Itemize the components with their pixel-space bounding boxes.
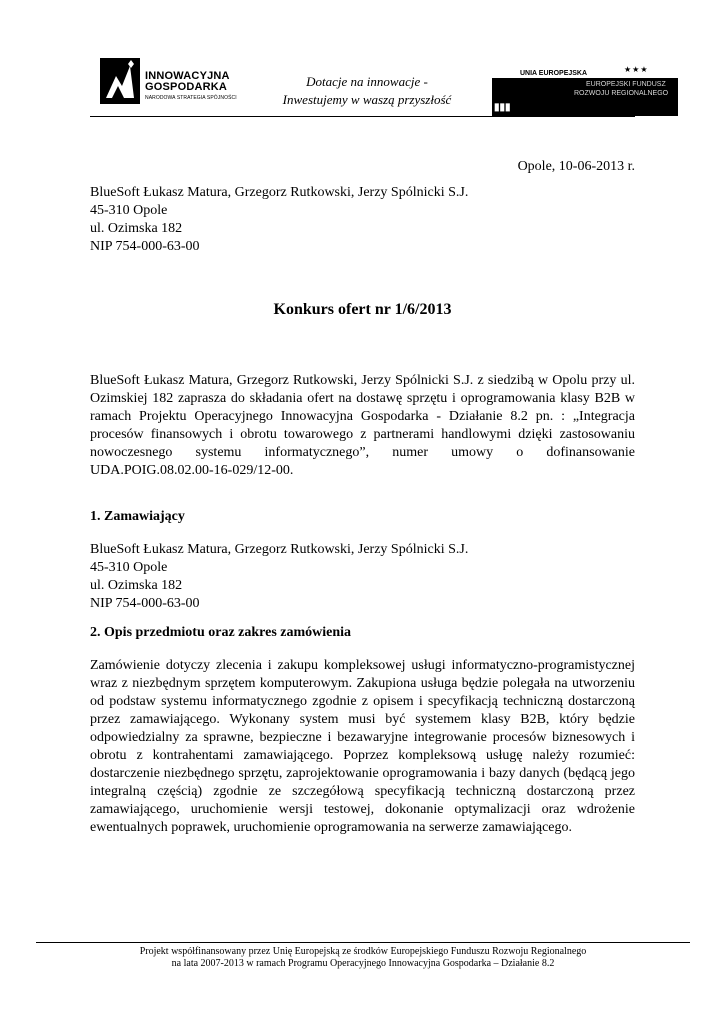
footer xyxy=(36,946,690,970)
address-line: BlueSoft Łukasz Matura, Grzegorz Rutkowski, Jerzy Spólnicki S.J. xyxy=(90,542,469,557)
address-line: NIP 754-000-63-00 xyxy=(90,596,200,611)
footer-line2: na lata 2007-2013 w ramach Programu Operacyjnego Innowacyjna Gospodarka – Działanie 8.2 xyxy=(171,958,555,969)
address-line: ul. Ozimska 182 xyxy=(90,578,183,593)
address-line: BlueSoft Łukasz Matura, Grzegorz Rutkowski, Jerzy Spólnicki S.J. xyxy=(90,185,469,200)
intro-paragraph: BlueSoft Łukasz Matura, Grzegorz Rutkowski, Jerzy Spólnicki S.J. z siedzibą w Opolu przy ul. Ozimskiej 182 zaprasza do składania ofert na dostawę sprzętu i oprogramowania klasy B2B w ramach Projektu Operacyjnego Innowacyjna Gospodarka - Działanie 8.2 pn. : „Integracja procesów finansowych i obrotu towarowego z partnerami handlowymi dzięki zastosowaniu nowoczesnego systemu informatycznego”, numer umowy o dofinansowanie UDA.POIG.08.02.00-16-029/12-00. xyxy=(90,373,635,478)
eu-logo-line2: ROZWOJU REGIONALNEGO xyxy=(574,90,669,97)
header-divider xyxy=(90,116,635,117)
address-line: NIP 754-000-63-00 xyxy=(90,239,200,254)
eu-logo-top: UNIA EUROPEJSKA xyxy=(520,70,588,77)
logo-line1: INNOWACYJNA xyxy=(145,70,230,82)
footer-line1: Projekt współfinansowany przez Unię Europejską ze środków Europejskiego Funduszu Rozwoju Regionalnego xyxy=(139,946,587,957)
section1-address xyxy=(90,541,468,613)
eu-stars-icon: ★★★ xyxy=(624,65,649,74)
document-title: Konkurs ofert nr 1/6/2013 xyxy=(273,301,452,318)
address-line: ul. Ozimska 182 xyxy=(90,221,183,236)
address-line: 45-310 Opole xyxy=(90,560,168,575)
letter-date: Opole, 10-06-2013 r. xyxy=(517,159,635,174)
section2-heading: 2. Opis przedmiotu oraz zakres zamówienia xyxy=(90,625,352,640)
innowacyjna-gospodarka-logo xyxy=(100,58,250,108)
logo-mark-icon xyxy=(100,58,140,104)
footer-divider xyxy=(36,942,690,943)
slogan-line2: Inwestujemy w waszą przyszłość xyxy=(282,92,452,107)
eu-logo-line1: EUROPEJSKI FUNDUSZ xyxy=(586,81,666,88)
address-line: 45-310 Opole xyxy=(90,203,168,218)
eu-logo xyxy=(492,64,678,116)
sender-address xyxy=(90,184,468,256)
eu-fund-mark-icon: ▮▮▮ xyxy=(494,102,511,113)
logo-line2: GOSPODARKA xyxy=(145,81,228,93)
logo-line3: NARODOWA STRATEGIA SPÓJNOŚCI xyxy=(145,95,237,101)
slogan xyxy=(262,73,472,109)
section1-heading: 1. Zamawiający xyxy=(90,509,185,524)
slogan-line1: Dotacje na innowacje - xyxy=(306,74,428,89)
section2-paragraph: Zamówienie dotyczy zlecenia i zakupu kompleksowej usługi informatyczno-programistycznej wraz z niezbędnym sprzętem komputerowym. Zakupiona usługa będzie polegała na utworzeniu od podstaw systemu informatycznego zgodnie z opisem i specyfikacją techniczną dostarczoną przez zamawiającego. Wykonany system musi być systemem klasy B2B, który będzie odpowiedzialny za sprawne, bezpieczne i bezawaryjne integrowanie procesów biznesowych i obrotu z kontrahentami zamawiającego. Poprzez kompleksową usługę należy rozumieć: dostarczenie niezbędnego sprzętu, zaprojektowanie oprogramowania i bazy danych (będącą jego integralną częścią) zgodnie ze szczegółową specyfikacją techniczną dostarczoną przez zamawiającego, uruchomienie wersji testowej, dokonanie optymalizacji oraz wdrożenie ewentualnych poprawek, uruchomienie oprogramowania na serwerze zamawiającego. xyxy=(90,658,635,835)
